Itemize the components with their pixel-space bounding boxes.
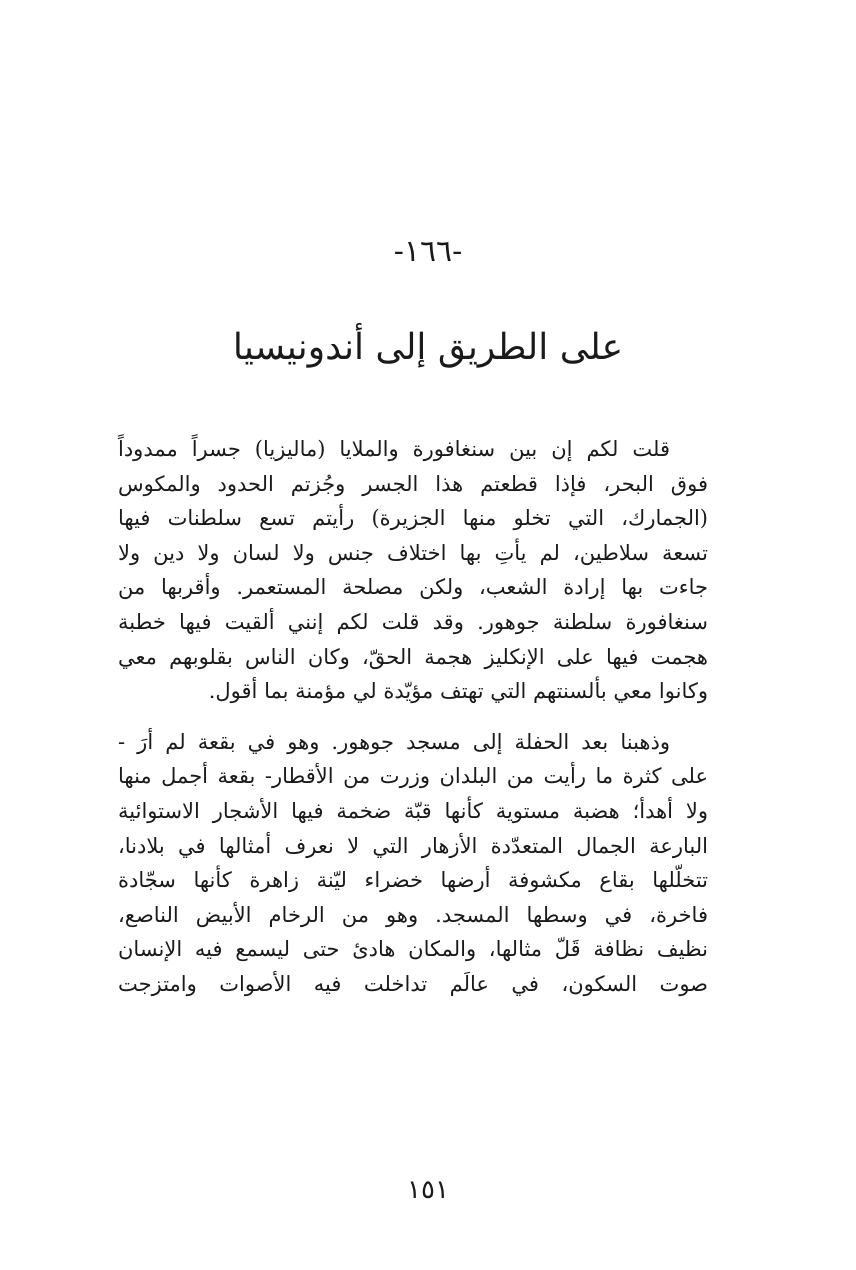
text-line: على كثرة ما رأيت من البلدان وزرت من الأقطار- بقعة أجمل منها — [118, 764, 708, 789]
text-line: فوق البحر، فإذا قطعتم هذا الجسر وجُزتم الحدود والمكوس — [118, 471, 708, 496]
body-text — [118, 432, 708, 1002]
paragraph-1 — [118, 432, 708, 709]
text-line: تتخلّلها بقاع مكشوفة أرضها خضراء ليّنة زاهرة كأنها سجّادة — [118, 868, 708, 893]
text-line: نظيف نظافة قَلّ مثالها، والمكان هادئ حتى ليسمع فيه الإنسان — [118, 937, 708, 962]
text-line: ولا أهدأ؛ هضبة مستوية كأنها قبّة ضخمة فيها الأشجار الاستوائية — [118, 798, 708, 823]
chapter-number: -١٦٦- — [393, 234, 463, 269]
text-line: تسعة سلاطين، لم يأتِ بها اختلاف جنس ولا لسان ولا دين ولا — [118, 540, 708, 565]
text-line: (الجمارك، التي تخلو منها الجزيرة) رأيتم تسع سلطنات فيها — [118, 506, 708, 531]
text-line: البارعة الجمال المتعدّدة الأزهار التي لا نعرف أمثالها في بلادنا، — [118, 833, 708, 858]
text-line: سنغافورة سلطنة جوهور. وقد قلت لكم إنني ألقيت فيها خطبة — [118, 609, 708, 634]
text-line: هجمت فيها على الإنكليز هجمة الحقّ، وكان الناس بقلوبهم معي — [118, 644, 708, 669]
text-line: وكانوا معي بألسنتهم التي تهتف مؤيّدة لي مؤمنة بما أقول. — [208, 679, 708, 704]
text-line: صوت السكون، في عالَم تداخلت فيه الأصوات وامتزجت — [118, 971, 708, 996]
text-line: فاخرة، في وسطها المسجد. وهو من الرخام الأبيض الناصع، — [118, 902, 708, 927]
paragraph-2 — [118, 725, 708, 1002]
chapter-title: على الطريق إلى أندونيسيا — [232, 327, 624, 368]
text-line: جاءت بها إرادة الشعب، ولكن مصلحة المستعمر. وأقربها من — [118, 575, 708, 600]
text-line: وذهبنا بعد الحفلة إلى مسجد جوهور. وهو في بقعة لم أرَ - — [118, 729, 670, 754]
text-line: قلت لكم إن بين سنغافورة والملايا (ماليزيا) جسراً ممدوداً — [118, 437, 670, 461]
page-number: ١٥١ — [407, 1175, 449, 1205]
